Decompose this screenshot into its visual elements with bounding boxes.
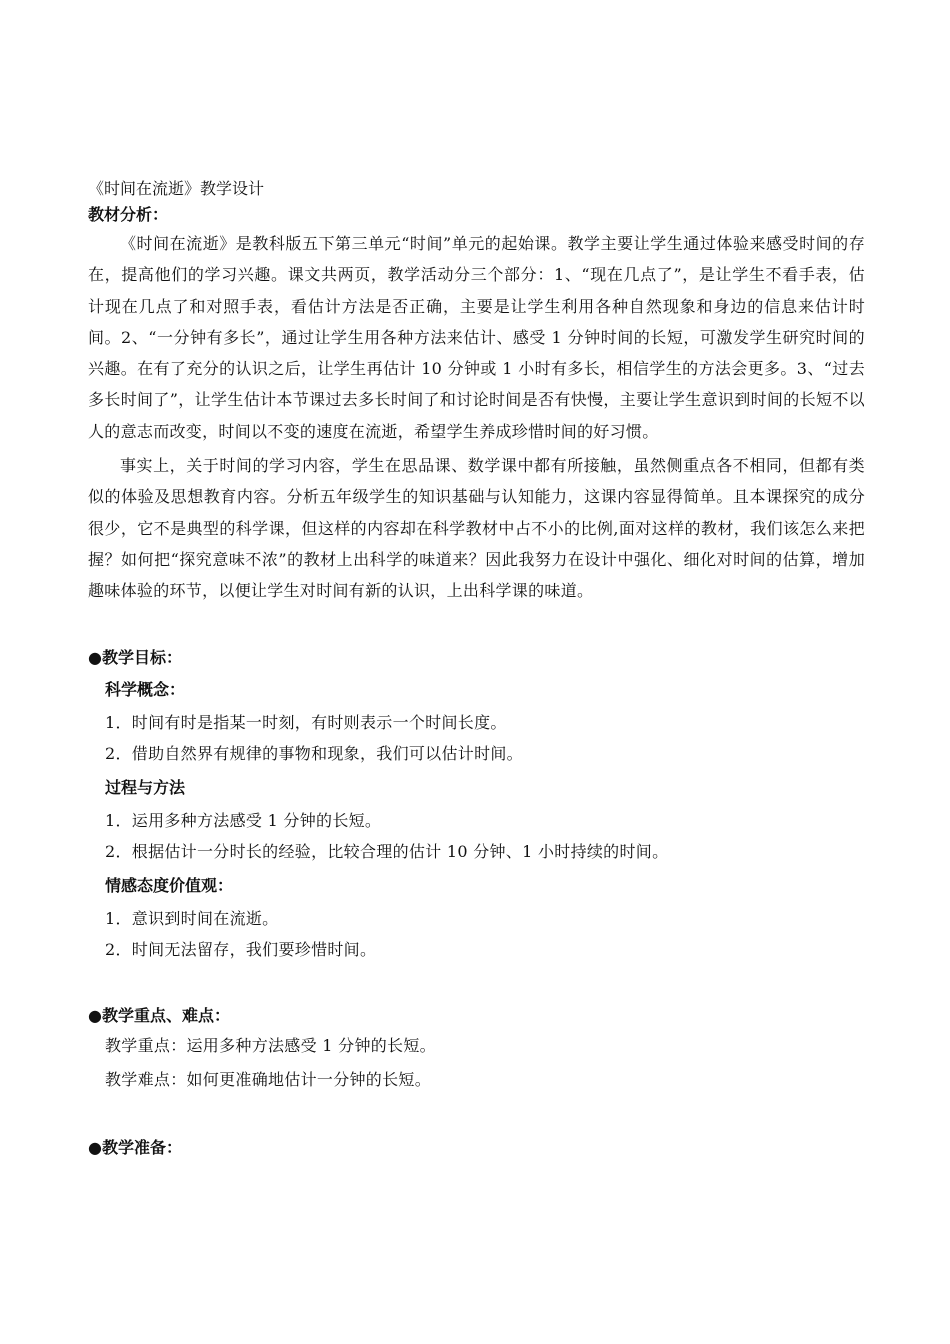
prep-heading: ●教学准备：	[88, 1137, 182, 1157]
keypoints-heading: ●教学重点、难点：	[88, 1005, 230, 1025]
process-item: 1．运用多种方法感受 1 分钟的长短。	[105, 810, 382, 830]
attitude-heading: 情感态度价值观：	[105, 875, 234, 895]
document-page	[88, 176, 865, 1161]
focus-point: 教学重点：运用多种方法感受 1 分钟的长短。	[105, 1035, 436, 1055]
goals-heading: ●教学目标：	[88, 647, 182, 667]
analysis-paragraph-2: 事实上，关于时间的学习内容，学生在思品课、数学课中都有所接触，虽然侧重点各不相同，但都有类似的体验及思想教育内容。分析五年级学生的知识基础与认知能力，这课内容显得简单。且本课探究的成分很少，它不是典型的科学课，但这样的内容却在科学教材中占不小的比例,面对这样的教材，我们该怎么来把握？如何把“探究意味不浓”的教材上出科学的味道来？因此我努力在设计中强化、细化对时间的估算，增加趣味体验的环节，以便让学生对时间有新的认识，上出科学课的味道。	[88, 456, 865, 601]
analysis-heading: 教材分析：	[88, 205, 169, 224]
concept-item: 2．借助自然界有规律的事物和现象，我们可以估计时间。	[105, 743, 523, 763]
concept-heading: 科学概念：	[105, 679, 186, 699]
concept-item: 1．时间有时是指某一时刻，有时则表示一个时间长度。	[105, 712, 507, 732]
document-title: 《时间在流逝》教学设计	[88, 179, 265, 198]
process-heading: 过程与方法	[105, 777, 186, 797]
attitude-item: 1．意识到时间在流逝。	[105, 908, 279, 928]
analysis-paragraph-1: 《时间在流逝》是教科版五下第三单元“时间”单元的起始课。教学主要让学生通过体验来感受时间的存在，提高他们的学习兴趣。课文共两页，教学活动分三个部分：1、“现在几点了”，是让学生不看手表，估计现在几点了和对照手表，看估计方法是否正确，主要是让学生利用各种自然现象和身边的信息来估计时间。2、“一分钟有多长”，通过让学生用各种方法来估计、感受 1 分钟时间的长短，可激发学生研究时间的兴趣。在有了充分的认识之后，让学生再估计 10 分钟或 1 小时有多长，相信学生的方法会更多。3、“过去多长时间了”，让学生估计本节课过去多长时间了和讨论时间是否有快慢，主要让学生意识到时间的长短不以人的意志而改变，时间以不变的速度在流逝，希望学生养成珍惜时间的好习惯。	[88, 234, 865, 441]
process-item: 2．根据估计一分时长的经验，比较合理的估计 10 分钟、1 小时持续的时间。	[105, 841, 669, 861]
difficulty-point: 教学难点：如何更准确地估计一分钟的长短。	[105, 1069, 432, 1089]
prep-section	[88, 1135, 865, 1161]
attitude-item: 2．时间无法留存，我们要珍惜时间。	[105, 939, 377, 959]
keypoints-section	[88, 1003, 865, 1097]
goals-section	[88, 645, 865, 965]
